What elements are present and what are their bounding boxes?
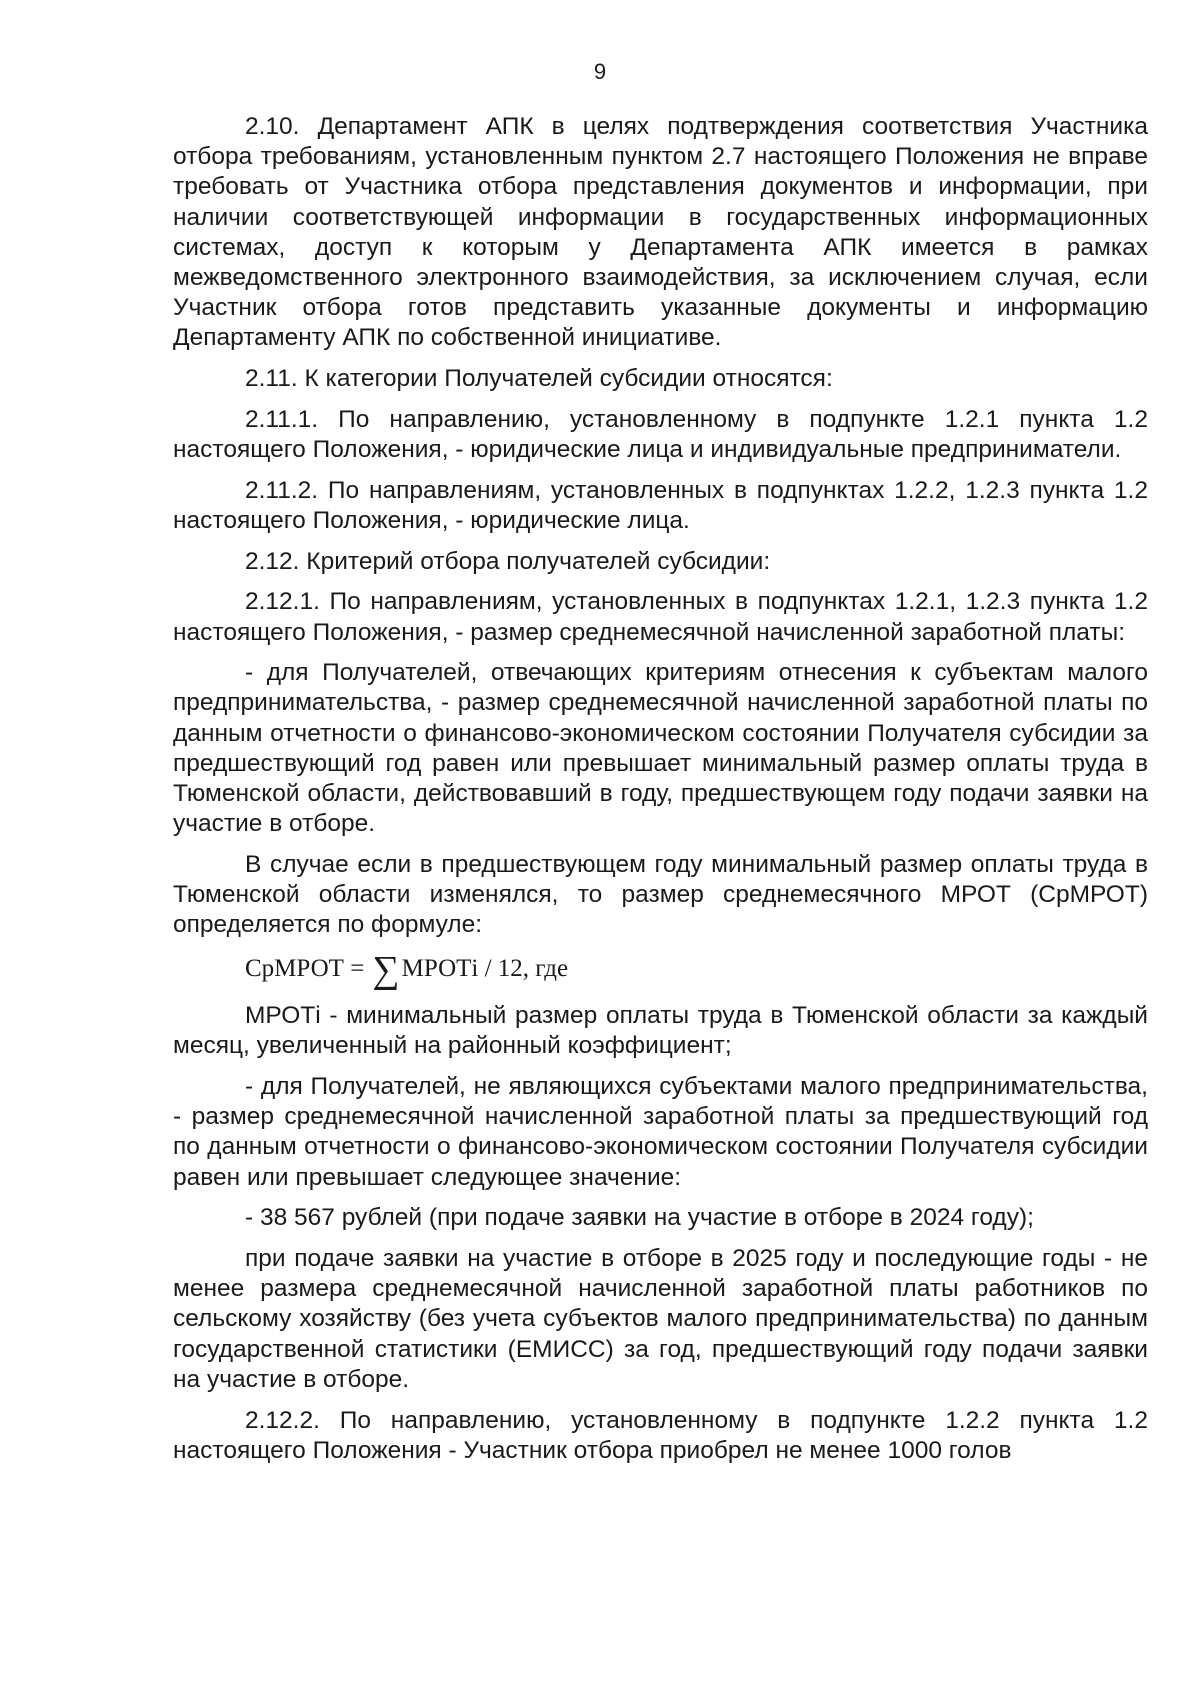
- formula-right: МРОТi / 12, где: [401, 955, 569, 983]
- paragraph-2-12-2: 2.12.2. По направлению, установленному в подпункте 1.2.2 пункта 1.2 настоящего Положения - Участник отбора приобрел не менее 1000 голов: [173, 1406, 1148, 1464]
- paragraph-mrot-changed: В случае если в предшествующем году минимальный размер оплаты труда в Тюменской области изменялся, то размер среднемесячного МРОТ (СрМРОТ) определяется по формуле:: [173, 850, 1148, 939]
- formula-left: СрМРОТ =: [245, 955, 371, 983]
- page-number: 9: [593, 59, 607, 84]
- formula-avg-mrot: [245, 949, 1148, 992]
- paragraph-2-12: 2.12. Критерий отбора получателей субсидии:: [245, 547, 771, 575]
- paragraph-2-10: 2.10. Департамент АПК в целях подтверждения соответствия Участника отбора требованиям, установленным пунктом 2.7 настоящего Положения не вправе требовать от Участника отбора представления документов и информации, при наличии соответствующей информации в государственных информационных системах, доступ к которым у Департамента АПК имеется в рамках межведомственного электронного взаимодействия, за исключением случая, если Участник отбора готов представить указанные документы и информацию Департаменту АПК по собственной инициативе.: [173, 113, 1148, 352]
- paragraph-2-11-1: 2.11.1. По направлению, установленному в подпункте 1.2.1 пункта 1.2 настоящего Положения, - юридические лица и индивидуальные предприниматели.: [173, 405, 1148, 464]
- paragraph-not-small-business: - для Получателей, не являющихся субъектами малого предпринимательства, - размер среднемесячной начисленной заработной платы за предшествующий год по данным отчетности о финансово-экономическом состоянии Получателя субсидии равен или превышает следующее значение:: [173, 1072, 1148, 1191]
- paragraph-2-11-2: 2.11.2. По направлениям, установленных в подпунктах 1.2.2, 1.2.3 пункта 1.2 настоящего Положения, - юридические лица.: [173, 476, 1148, 534]
- paragraph-2-11: 2.11. К категории Получателей субсидии относятся:: [245, 365, 833, 393]
- sum-sign: ∑: [372, 949, 400, 992]
- paragraph-2-12-1: 2.12.1. По направлениям, установленных в подпунктах 1.2.1, 1.2.3 пункта 1.2 настоящего Положения, - размер среднемесячной начисленной заработной платы:: [173, 588, 1148, 646]
- paragraph-mrot-definition: МРОТi - минимальный размер оплаты труда в Тюменской области за каждый месяц, увеличенный на районный коэффициент;: [173, 1002, 1148, 1060]
- paragraph-2025-onwards: при подаче заявки на участие в отборе в 2025 году и последующие годы - не менее размера среднемесячной начисленной заработной платы работников по сельскому хозяйству (без учета субъектов малого предпринимательства) по данным государственной статистики (ЕМИСС) за год, предшествующий году подачи заявки на участие в отборе.: [173, 1245, 1148, 1393]
- paragraph-amount-2024: - 38 567 рублей (при подаче заявки на участие в отборе в 2024 году);: [245, 1204, 1034, 1232]
- paragraph-small-business: - для Получателей, отвечающих критериям отнесения к субъектам малого предпринимательства, - размер среднемесячной начисленной заработной платы по данным отчетности о финансово-экономическом состоянии Получателя субсидии за предшествующий год равен или превышает минимальный размер оплаты труда в Тюменской области, действовавший в году, предшествующем году подачи заявки на участие в отборе.: [173, 659, 1148, 838]
- document-body: [173, 112, 1148, 1476]
